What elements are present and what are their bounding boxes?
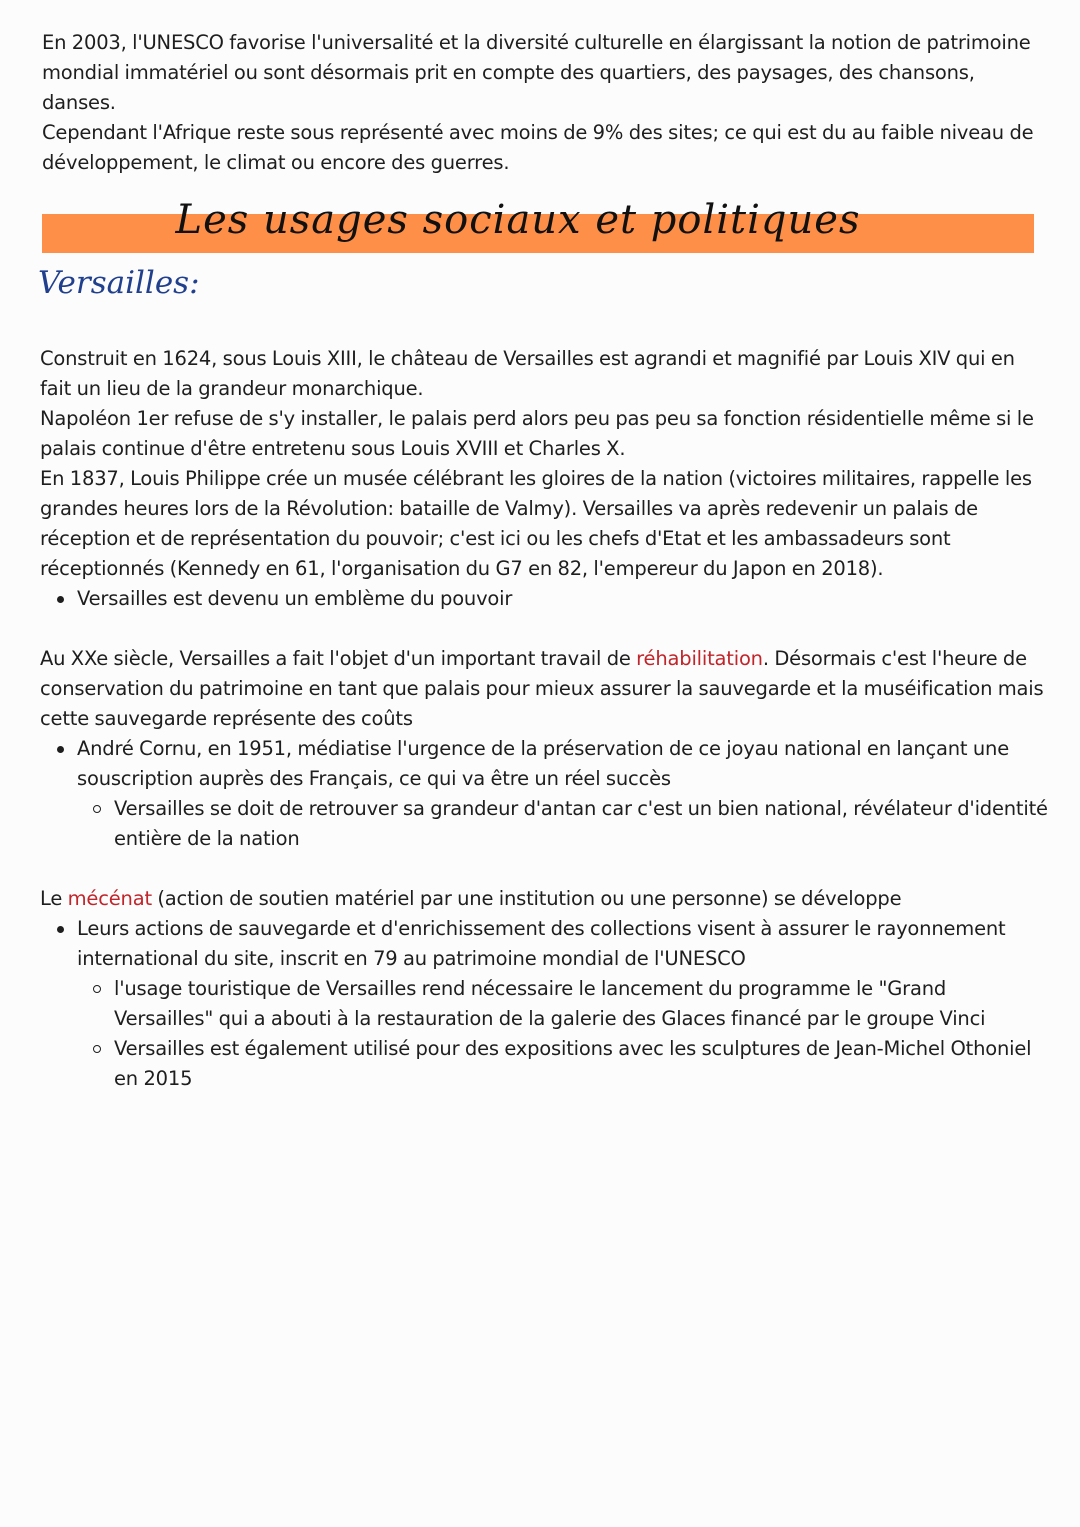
paragraph-napoleon: Napoléon 1er refuse de s'y installer, le palais perd alors peu pas peu sa fonction résidentielle même si le palais continue d'être entretenu sous Louis XVIII et Charles X. [40, 407, 1034, 460]
bullet-list-mecenat [40, 914, 1050, 1094]
text-segment: Le [40, 887, 68, 910]
versailles-body [40, 344, 1050, 1094]
sub-list-item: Versailles se doit de retrouver sa grandeur d'antan car c'est un bien national, révélateur d'identité entière de la nation [114, 794, 1050, 854]
intro-paragraph-afrique: Cependant l'Afrique reste sous représenté avec moins de 9% des sites; ce qui est du au faible niveau de développement, le climat ou encore des guerres. [42, 121, 1034, 174]
list-item [77, 734, 1050, 854]
text-segment: Au XXe siècle, Versailles a fait l'objet d'un important travail de [40, 647, 637, 670]
sub-list-item: Versailles est également utilisé pour des expositions avec les sculptures de Jean-Michel Othoniel en 2015 [114, 1034, 1050, 1094]
bullet-list-pouvoir [40, 584, 1050, 614]
highlight-rehabilitation: réhabilitation [636, 647, 763, 670]
sub-bullet-list [77, 794, 1050, 854]
paragraph-construction: Construit en 1624, sous Louis XIII, le château de Versailles est agrandi et magnifié par Louis XIV qui en fait un lieu de la grandeur monarchique. [40, 347, 1015, 400]
spacer [40, 614, 1050, 644]
paragraph-rehabilitation [40, 644, 1050, 734]
spacer [40, 854, 1050, 884]
highlight-mecenat: mécénat [67, 887, 152, 910]
text-segment: . Désormais c'est l'heure de conservation du patrimoine en tant que palais pour mieux assurer la sauvegarde et la muséification mais cette sauvegarde représente des coûts [40, 647, 1044, 730]
sub-bullet-list [77, 974, 1050, 1094]
list-item-text: André Cornu, en 1951, médiatise l'urgence de la préservation de ce joyau national en lançant une souscription auprès des Français, ce qui va être un réel succès [77, 737, 1009, 790]
paragraph-louis-philippe: En 1837, Louis Philippe crée un musée célébrant les gloires de la nation (victoires militaires, rappelle les grandes heures lors de la Révolution: bataille de Valmy). Versailles va après redevenir un palais de réception et de représentation du pouvoir; c'est ici ou les chefs d'Etat et les ambassadeurs sont réceptionnés (Kennedy en 61, l'organisation du G7 en 82, l'empereur du Japon en 2018). [40, 467, 1032, 580]
list-item [77, 914, 1050, 1094]
intro-block [42, 28, 1042, 178]
intro-paragraph-unesco: En 2003, l'UNESCO favorise l'universalité et la diversité culturelle en élargissant la notion de patrimoine mondial immatériel ou sont désormais prit en compte des quartiers, des paysages, des chansons, danses. [42, 31, 1031, 114]
sub-list-item: l'usage touristique de Versailles rend nécessaire le lancement du programme le "Grand Versailles" qui a abouti à la restauration de la galerie des Glaces financé par le groupe Vinci [114, 974, 1050, 1034]
bullet-list-cornu [40, 734, 1050, 854]
subsection-title-versailles: Versailles: [38, 265, 200, 301]
text-segment: (action de soutien matériel par une institution ou une personne) se développe [151, 887, 902, 910]
list-item: Versailles est devenu un emblème du pouvoir [77, 584, 1050, 614]
list-item-text: Leurs actions de sauvegarde et d'enrichissement des collections visent à assurer le rayonnement international du site, inscrit en 79 au patrimoine mondial de l'UNESCO [77, 917, 1006, 970]
section-title: Les usages sociaux et politiques [175, 197, 861, 243]
paragraph-mecenat [40, 884, 1050, 914]
